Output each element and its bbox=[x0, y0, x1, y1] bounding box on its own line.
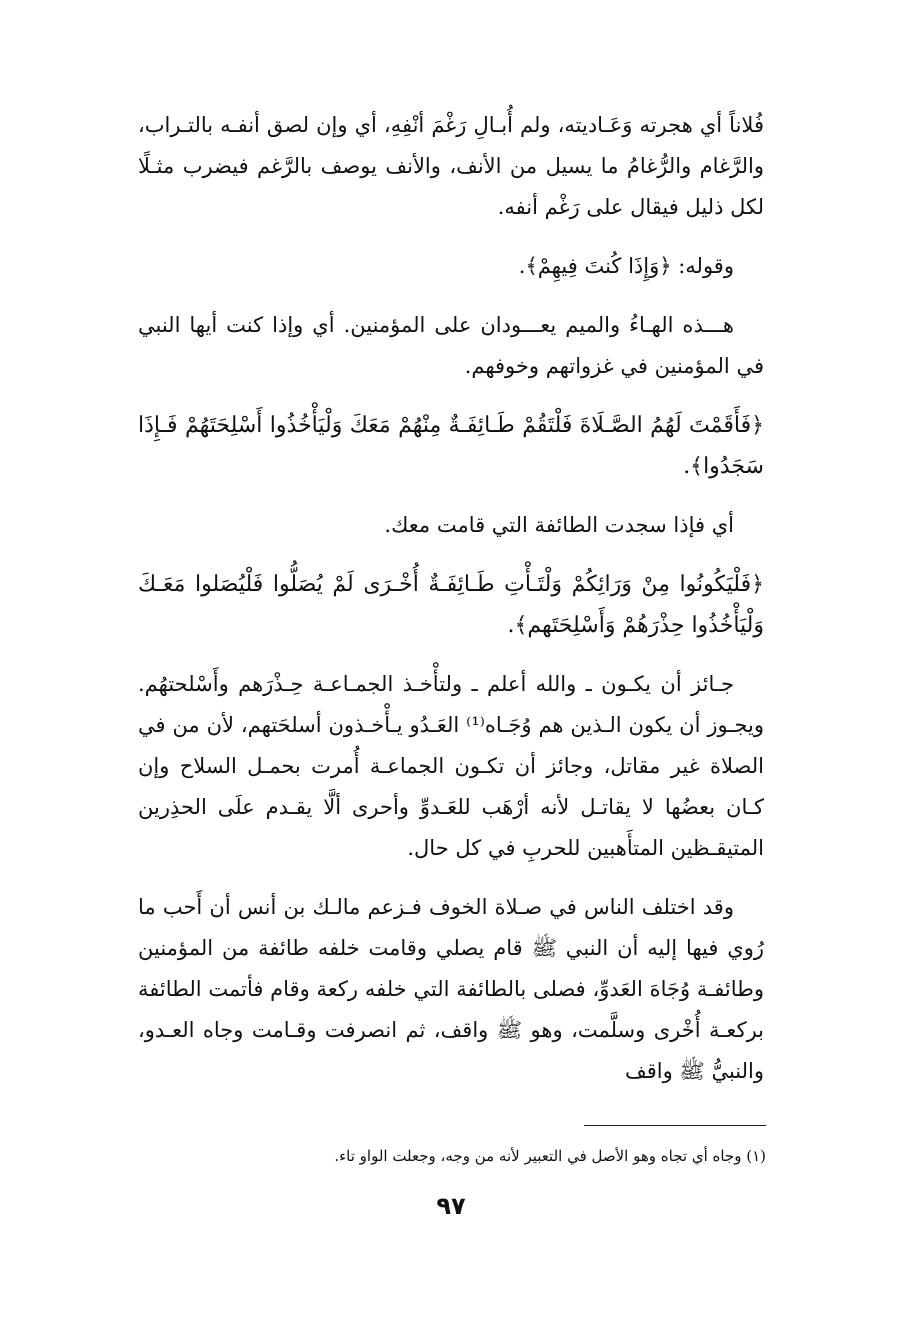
paragraph-5: جـائز أن يكـون ـ والله أعلم ـ ولتأْخـذ الجمـاعـة حِـذْرَهم وأَسْلحتهُم. ويجـوز أن يكون الـذين هم وُجَـاه⁽¹⁾ العَـدُو يـأْخـذون أسلحَتهم، لأن من في الصلاة غير مقاتل، وجائز أن تكـون الجماعـة أُمرت بحمـل السلاح وإن كـان بعضُها لا يقاتـل لأنه أرْهَب للعَـدوِّ وأحرى ألَّا يقـدم علَى الحذِرين المتيقـظين المتأَهبين للحربِ في كل حال. bbox=[138, 672, 765, 860]
footnote-1: (١) وجاه أي تجاه وهو الأصل في التعبير لأنه من وجه، وجعلت الواو تاء. bbox=[334, 1147, 766, 1165]
paragraph-4: أي فإذا سجدت الطائفة التي قامت معك. bbox=[384, 513, 734, 537]
page-number: ٩٧ bbox=[436, 1192, 466, 1220]
quran-verse-2: ﴿فَلْيَكُونُوا مِنْ وَرَائِكُمْ وَلْتَـأْتِ طَـائِفَـةٌ أُخْـرَى لَمْ يُصَلُّوا فَلْيُصَلوا مَعَـكَ وَلْيَأْخُذُوا حِذْرَهُمْ وَأَسْلِحَتَهم﴾. bbox=[138, 572, 764, 638]
paragraph-2: وقوله: ﴿وَإِذَا كُنتَ فِيهِمْ﴾. bbox=[518, 254, 734, 278]
quran-verse-1: ﴿فَأَقَمْتَ لَهُمُ الصَّـلَاةَ فَلْتَقُمْ طَـائِفَـةٌ مِنْهُمْ مَعَكَ وَلْيَأْخُذُوا أَسْلِحَتَهُمْ فَـإِذَا سَجَدُوا﴾. bbox=[138, 413, 764, 479]
body-text bbox=[138, 105, 764, 1092]
paragraph-3: هـــذه الهـاءُ والميم يعـــودان على المؤمنين. أي وإذا كنت أيها النبي في المؤمنين في غزواتهم وخوفهم. bbox=[138, 313, 764, 378]
paragraph-6: وقد اختلف الناس في صـلاة الخوف فـزعم مالـك بن أنس أن أَحب ما رُوي فيها إليه أن النبي ﷺ قام يصلي وقامت خلفه طائفة من المؤمنين وطائفـة وُجَاهَ العَدوِّ، فصلى بالطائفة التي خلفه ركعة وقام فأتمت الطائفة بركعـة أُخْرى وسلَّمت، وهو ﷺ واقف، ثم انصرفت وقـامت وجاه العـدو، والنبيُّ ﷺ واقف bbox=[138, 895, 764, 1083]
footnote-divider bbox=[584, 1125, 766, 1126]
paragraph-1: فُلاناً أي هجرته وَعَـاديته، ولم أُبـالِ رَغْمَ أنْفِهِ، أي وإن لصق أنفـه بالتـراب، والرَّغام والرُّغامُ ما يسيل من الأنف، والأنف يوصف بالرَّغم فيضرب مثـلًا لكل ذليل فيقال على رَغْم أنفه. bbox=[138, 113, 764, 219]
